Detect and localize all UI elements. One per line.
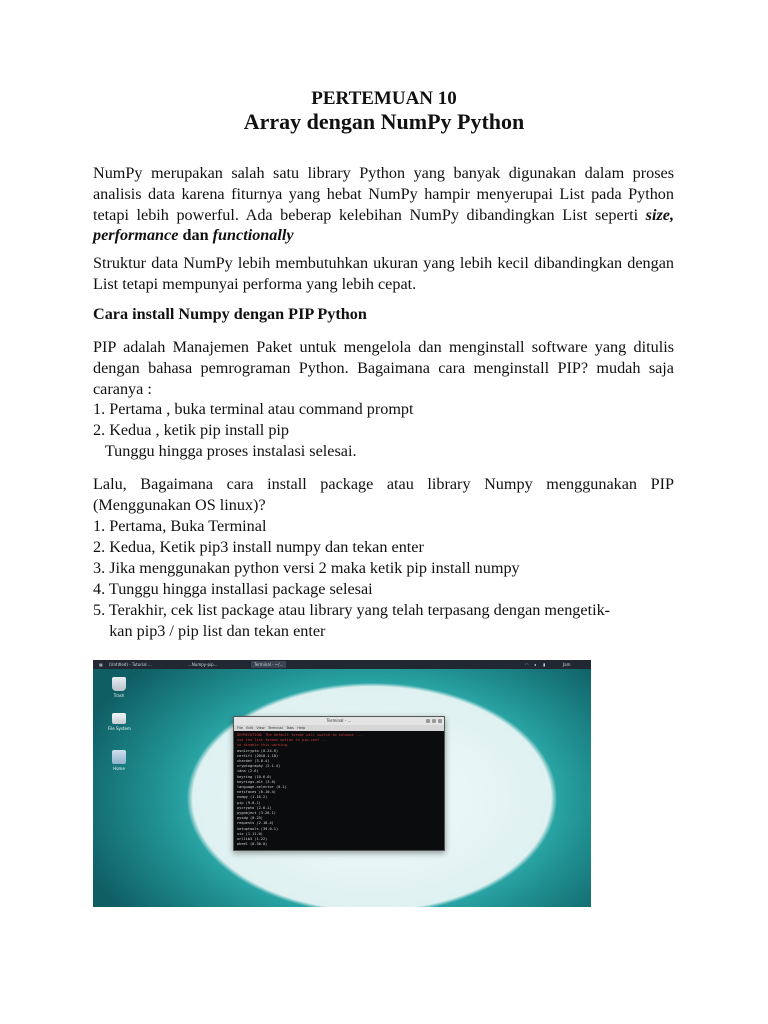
terminal-line: chardet (3.0.4)	[237, 759, 270, 764]
page-title: PERTEMUAN 10	[311, 88, 457, 109]
drive-icon	[112, 713, 126, 724]
terminal-line: pygobject (3.26.1)	[237, 811, 276, 816]
numpy-step-2: 2. Kedua, Ketik pip3 install numpy dan tekan enter	[93, 538, 424, 556]
pip-intro-paragraph: PIP adalah Manajemen Paket untuk mengelola dan menginstall software yang ditulis dengan bahasa pemrograman Python. Bagaimana cara menginstall PIP? mudah saja caranya :	[93, 338, 674, 398]
menu-help: Help	[297, 726, 306, 730]
intro-comma: ,	[669, 205, 674, 224]
pip-step-2: 2. Kedua , ketik pip install pip	[93, 421, 290, 439]
intro-text: NumPy merupakan salah satu library Python yang banyak digunakan dalam proses analisis data karena fiturnya yang hebat NumPy hampir menyerupai List pada Python tetapi lebih powerful. Ada beberap kelebihan NumPy dibandingkan List seperti	[93, 164, 674, 224]
volume-icon: ◂	[534, 662, 537, 667]
terminal-line: requests (2.18.4)	[237, 821, 274, 826]
term-size: size	[645, 205, 670, 224]
pip-step-note: Tunggu hingga proses instalasi selesai.	[93, 442, 357, 460]
numpy-step-5: 5. Terakhir, cek list package atau library yang telah terpasang dengan mengetik-	[93, 601, 611, 619]
menu-terminal: Terminal	[267, 726, 283, 730]
close-icon	[438, 719, 442, 723]
numpy-step-5-cont: kan pip3 / pip list dan tekan enter	[93, 622, 326, 640]
menu-file: File	[237, 726, 243, 730]
clock: Jam	[563, 662, 571, 667]
menu-edit: Edit	[246, 726, 253, 730]
terminal-window	[233, 716, 445, 851]
terminal-line: cryptography (2.1.4)	[237, 764, 281, 769]
taskbar-item-1: (Untitled) - Tutorial ...	[109, 662, 152, 667]
numpy-intro-paragraph: Lalu, Bagaimana cara install package atau library Numpy menggunakan PIP (Menggunakan OS linux)?	[93, 475, 674, 514]
desktop-icon-home: Home	[108, 750, 130, 771]
numpy-step-3: 3. Jika menggunakan python versi 2 maka ketik pip install numpy	[93, 559, 520, 577]
page-subtitle: Array dengan NumPy Python	[243, 109, 525, 134]
terminal-line: idna (2.6)	[237, 769, 259, 774]
section-heading: Cara install Numpy dengan PIP Python	[93, 305, 367, 323]
struktur-paragraph: Struktur data NumPy lebih membutuhkan ukuran yang lebih kecil dibandingkan dengan List tetapi mempunyai performa yang lebih cepat.	[93, 254, 674, 293]
menu-view: View	[256, 726, 265, 730]
term-performance: performance	[93, 226, 179, 245]
desktop-icon-trash: Trash	[108, 677, 130, 698]
terminal-output	[234, 731, 444, 849]
terminal-line: netifaces (0.10.4)	[237, 790, 276, 795]
trash-icon	[112, 677, 126, 691]
pip-step-1: 1. Pertama , buka terminal atau command prompt	[93, 400, 414, 418]
terminal-error-line: to disable this warning.	[237, 743, 289, 748]
battery-icon: ▮	[543, 662, 546, 667]
term-functionally: functionally	[212, 226, 294, 245]
terminal-line: asn1crypto (0.24.0)	[237, 748, 279, 753]
window-controls	[424, 718, 442, 726]
terminal-line: keyrings.alt (3.0)	[237, 779, 276, 784]
terminal-error-line: use the list-format option in pip.conf ...	[237, 738, 328, 743]
folder-icon	[112, 750, 126, 764]
terminal-line: language-selector (0.1)	[237, 785, 287, 790]
taskbar-menu-icon: ▦	[99, 662, 103, 667]
intro-dan: dan	[178, 226, 213, 245]
minimize-icon	[426, 719, 430, 723]
numpy-step-1: 1. Pertama, Buka Terminal	[93, 517, 267, 535]
terminal-line: numpy (1.16.2)	[237, 795, 268, 800]
desktop-icon-filesystem: File System	[108, 713, 130, 731]
terminal-line: pyxdg (0.25)	[237, 816, 263, 821]
terminal-line: six (1.11.0)	[237, 831, 263, 836]
numpy-step-4: 4. Tunggu hingga installasi package selesai	[93, 580, 373, 598]
menu-tabs: Tabs	[286, 726, 294, 730]
intro-paragraph	[93, 163, 674, 246]
desktop-screenshot	[93, 660, 591, 907]
terminal-line: urllib3 (1.22)	[237, 837, 268, 842]
maximize-icon	[432, 719, 436, 723]
terminal-line: pycrypto (2.6.1)	[237, 805, 272, 810]
terminal-line: setuptools (39.0.1)	[237, 826, 279, 831]
taskbar-item-3: Terminal - ~/...	[251, 661, 286, 668]
terminal-titlebar	[234, 717, 444, 725]
terminal-line: pip (9.0.1)	[237, 800, 261, 805]
terminal-line: certifi (2018.1.18)	[237, 753, 279, 758]
wifi-icon: ◠	[525, 662, 529, 667]
terminal-line: wheel (0.30.0)	[237, 842, 268, 847]
terminal-title: Terminal - ...	[326, 718, 352, 723]
desktop-taskbar	[93, 660, 591, 669]
terminal-line: keyring (10.6.0)	[237, 774, 272, 779]
terminal-error-line: DEPRECATION: The default format will switch to columns ...	[237, 733, 363, 737]
taskbar-item-2: ...Numpy-pip...	[188, 662, 218, 667]
